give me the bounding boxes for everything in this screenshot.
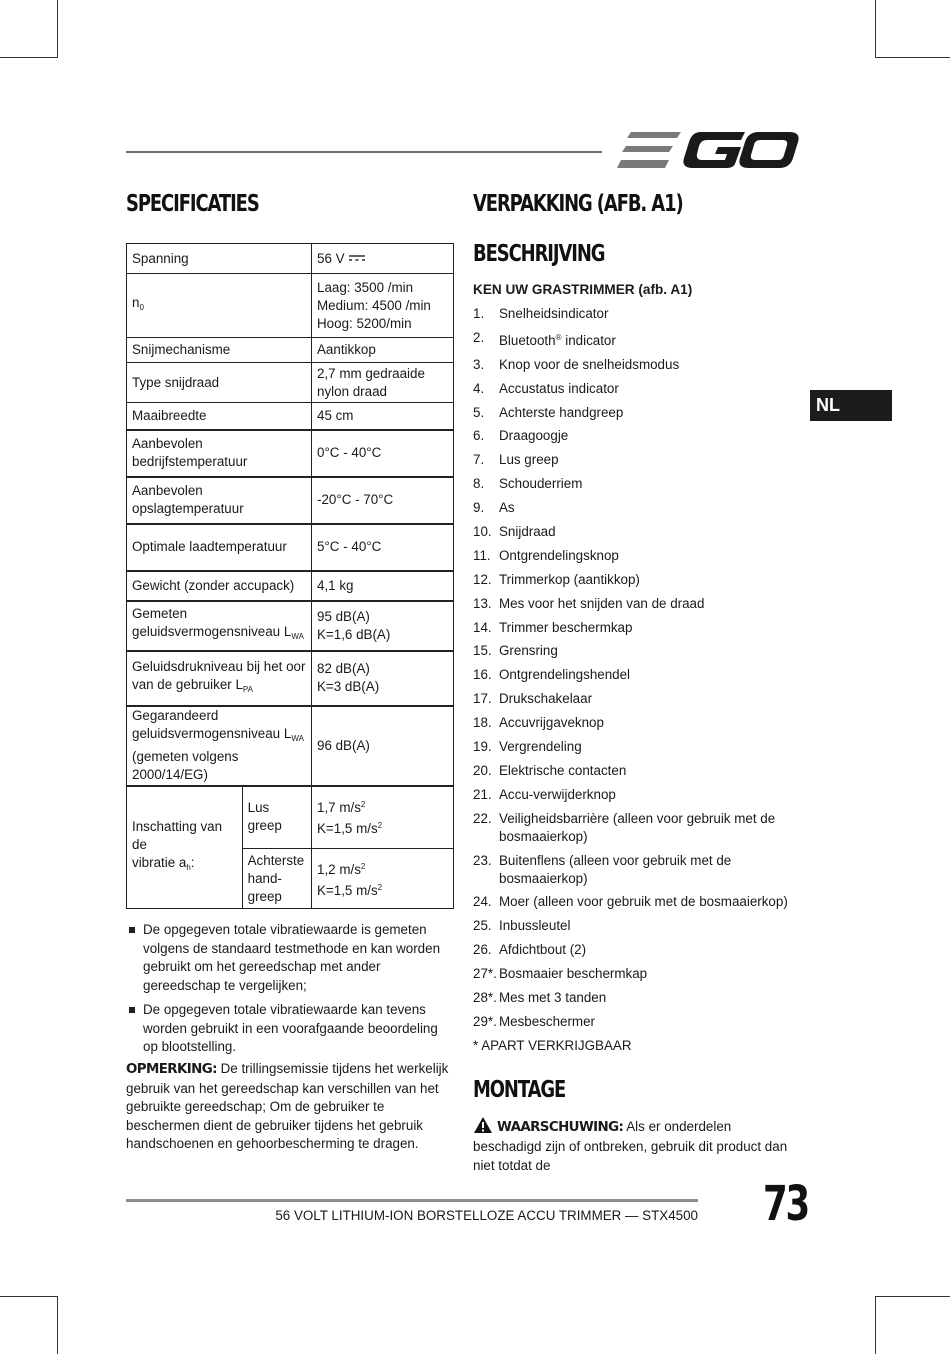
parts-list — [473, 305, 803, 1037]
list-item — [473, 786, 803, 804]
spec-label: Aanbevolen opslagtemperatuur — [127, 477, 312, 524]
part-label: Ontgrendelingshendel — [499, 667, 631, 683]
part-number: 12. — [473, 571, 492, 587]
part-label: Accu-verwijderknop — [499, 786, 616, 802]
part-label: Afdichtbout (2) — [499, 942, 587, 958]
part-number: 11. — [473, 547, 491, 563]
part-label: Bosmaaier beschermkap — [499, 966, 648, 982]
spec-label: Snijmechanisme — [127, 338, 312, 363]
table-row — [127, 403, 454, 430]
table-row — [127, 477, 454, 524]
list-item — [473, 404, 803, 422]
spec-value: 45 cm — [312, 403, 454, 430]
part-label: Trimmerkop (aantikkop) — [499, 571, 640, 587]
part-label: Schouderriem — [499, 476, 583, 492]
list-item — [473, 380, 803, 398]
part-number: 13. — [473, 595, 492, 611]
list-item: De opgegeven totale vibratiewaarde is gemeten volgens de standaard testmethode en kan worden gebruikt om het gereedschap met ander gereedschap te vergelijken; — [126, 921, 456, 995]
crop-mark — [57, 1296, 58, 1354]
list-item — [473, 499, 803, 517]
spec-value: 56 V — [312, 244, 454, 274]
part-number: 14. — [473, 619, 492, 635]
note-paragraph: OPMERKING: De trillingsemissie tijdens het werkelijk gebruik van het gereedschap kan verschillen van het gebruikte gereedschap; Om de gebruiker te beschermen dient de gebruiker tijdens het gebruik handschoenen en gehoorbescherming te dragen. — [126, 1061, 449, 1151]
crop-mark — [0, 1296, 58, 1297]
spec-value: 95 dB(A) K=1,6 dB(A) — [312, 601, 454, 651]
assembly-title: MONTAGE — [473, 1077, 566, 1103]
list-item — [473, 451, 803, 469]
part-label: Mes voor het snijden van de draad — [499, 595, 705, 611]
spec-label: Gewicht (zonder accupack) — [127, 571, 312, 601]
part-label: Drukschakelaar — [499, 691, 593, 707]
spec-value: 1,7 $m/s^2$ K=1,5 $m/s^2$ — [312, 786, 454, 849]
warning-paragraph: WAARSCHUWING: Als er onderdelen beschadigd zijn of ontbreken, gebruik dit product dan niet totdat de — [473, 1116, 803, 1175]
vibration-label: Inschatting van de vibratie $a_h$: — [127, 786, 243, 909]
spec-value: 0°C - 40°C — [312, 430, 454, 477]
spec-value: 96 dB(A) — [312, 706, 454, 786]
packaging-title: VERPAKKING (AFB. A1) — [473, 191, 683, 217]
part-label: Grensring — [499, 643, 558, 659]
list-item — [473, 642, 803, 660]
part-number: 17. — [473, 691, 492, 707]
list-item — [473, 917, 803, 935]
list-item — [473, 595, 803, 613]
part-number: 27*. — [473, 966, 497, 982]
vibration-sub-label: Achterste hand- greep — [242, 849, 311, 909]
spec-value: -20°C - 70°C — [312, 477, 454, 524]
language-tab: NL — [810, 390, 892, 421]
list-item — [473, 989, 803, 1007]
spec-value: 2,7 mm gedraaide nylon draad — [312, 363, 454, 403]
crop-mark — [0, 57, 58, 58]
footer-product-name: 56 VOLT LITHIUM-ION BORSTELLOZE ACCU TRIMMER — STX4500 — [275, 1208, 698, 1223]
part-number: 19. — [473, 739, 492, 755]
spec-value: 4,1 kg — [312, 571, 454, 601]
list-item — [473, 810, 803, 846]
spec-label: Gegarandeerd geluidsvermogensniveau $L_{WA}$ (gemeten volgens 2000/14/EG) — [127, 706, 312, 786]
part-label: Mesbeschermer — [499, 1013, 595, 1029]
part-label: Accuvrijgaveknop — [499, 715, 604, 731]
crop-mark — [57, 0, 58, 58]
separately-available-note: * APART VERKRIJGBAAR — [473, 1038, 632, 1053]
part-number: 29*. — [473, 1013, 497, 1029]
spec-label: Aanbevolen bedrijfstemperatuur — [127, 430, 312, 477]
table-row — [127, 430, 454, 477]
dc-symbol-icon — [348, 254, 366, 262]
part-number: 23. — [473, 852, 492, 868]
part-number: 4. — [473, 380, 485, 396]
part-number: 15. — [473, 643, 492, 659]
list-item — [473, 941, 803, 959]
part-number: 22. — [473, 810, 492, 826]
spec-value: 82 dB(A) K=3 dB(A) — [312, 651, 454, 706]
spec-label: Gemeten geluidsvermogensniveau $L_{WA}$ — [127, 601, 312, 651]
part-label: Achterste handgreep — [499, 404, 624, 420]
part-label: Ontgrendelingsknop — [499, 547, 619, 563]
spec-label: $n_0$ — [127, 274, 312, 338]
part-number: 2. — [473, 329, 485, 345]
list-item — [473, 852, 803, 888]
square-bullet-icon — [129, 1007, 135, 1013]
crop-mark — [875, 1296, 876, 1354]
description-title: BESCHRIJVING — [473, 241, 605, 267]
list-item — [473, 329, 803, 350]
list-item — [473, 305, 803, 323]
list-item — [473, 666, 803, 684]
crop-mark — [875, 0, 876, 58]
specifications-title: SPECIFICATIES — [126, 191, 259, 217]
footer-rule — [126, 1199, 698, 1202]
part-number: 1. — [473, 306, 485, 321]
part-label: Knop voor de snelheidsmodus — [499, 356, 680, 372]
table-row — [127, 706, 454, 786]
spec-value: 5°C - 40°C — [312, 524, 454, 571]
spec-value: Aantikkop — [312, 338, 454, 363]
part-number: 5. — [473, 404, 485, 420]
list-item — [473, 547, 803, 565]
part-label: Lus greep — [499, 452, 559, 468]
part-label: Draagoogje — [499, 428, 569, 444]
part-number: 7. — [473, 452, 485, 468]
table-row — [127, 601, 454, 651]
part-label: Veiligheidsbarrière (alleen voor gebruik met de bosmaaierkop) — [499, 810, 776, 844]
table-row — [127, 274, 454, 338]
part-label: Inbussleutel — [499, 918, 571, 934]
part-label: Accustatus indicator — [499, 380, 619, 396]
part-number: 8. — [473, 476, 485, 492]
part-label: As — [499, 500, 515, 516]
part-number: 25. — [473, 918, 492, 934]
part-label: Vergrendeling — [499, 739, 582, 755]
list-item — [473, 893, 803, 911]
square-bullet-icon — [129, 927, 135, 933]
list-item — [473, 714, 803, 732]
part-number: 3. — [473, 356, 485, 372]
part-label: Snelheidsindicator — [499, 306, 609, 321]
part-label: Elektrische contacten — [499, 762, 627, 778]
part-number: 9. — [473, 500, 485, 516]
spec-label: Spanning — [127, 244, 312, 274]
spec-label: Maaibreedte — [127, 403, 312, 430]
table-row — [127, 524, 454, 571]
part-number: 24. — [473, 894, 492, 910]
spec-label: Geluidsdrukniveau bij het oor van de gebruiker $L_{PA}$ — [127, 651, 312, 706]
table-row — [127, 786, 454, 849]
know-your-trimmer-subheading: KEN UW GRASTRIMMER (afb. A1) — [473, 282, 693, 297]
table-row — [127, 363, 454, 403]
list-item — [473, 738, 803, 756]
note-keyword: OPMERKING: — [126, 1062, 217, 1077]
table-row — [127, 571, 454, 601]
list-item — [473, 619, 803, 637]
part-number: 21. — [473, 786, 492, 802]
list-item — [473, 690, 803, 708]
list-item — [473, 571, 803, 589]
part-label: Buitenflens (alleen voor gebruik met de bosmaaierkop) — [499, 852, 732, 886]
vibration-sub-label: Lus greep — [242, 786, 311, 849]
vibration-notes-list — [126, 921, 456, 1063]
specifications-table — [126, 243, 454, 909]
list-item — [473, 762, 803, 780]
spec-label: Type snijdraad — [127, 363, 312, 403]
list-item — [473, 965, 803, 983]
part-number: 18. — [473, 715, 492, 731]
header-rule — [126, 151, 602, 153]
spec-value: Laag: 3500 /min Medium: 4500 /min Hoog: 5200/min — [312, 274, 454, 338]
part-label: Snijdraad — [499, 524, 556, 540]
table-row — [127, 338, 454, 363]
part-label: Moer (alleen voor gebruik met de bosmaaierkop) — [499, 894, 788, 910]
list-item: De opgegeven totale vibratiewaarde kan tevens worden gebruikt in een voorafgaande beoordeling op blootstelling. — [126, 1001, 456, 1057]
page-number: 73 — [763, 1176, 808, 1232]
warning-triangle-icon — [473, 1116, 493, 1134]
part-number: 10. — [473, 524, 492, 540]
list-item — [473, 427, 803, 445]
table-row — [127, 244, 454, 274]
part-number: 6. — [473, 428, 485, 444]
crop-mark — [875, 57, 950, 58]
part-number: 16. — [473, 667, 492, 683]
list-item — [473, 356, 803, 374]
spec-value: 1,2 $m/s^2$ K=1,5 $m/s^2$ — [312, 849, 454, 909]
warning-keyword: WAARSCHUWING: — [497, 1120, 624, 1135]
part-number: 28*. — [473, 990, 497, 1006]
ego-logo — [617, 126, 799, 176]
part-label: Bluetooth® indicator — [499, 332, 616, 348]
table-row — [127, 651, 454, 706]
list-item — [473, 475, 803, 493]
part-number: 20. — [473, 762, 492, 778]
list-item — [473, 523, 803, 541]
spec-label: Optimale laadtemperatuur — [127, 524, 312, 571]
crop-mark — [875, 1296, 950, 1297]
list-item — [473, 1013, 803, 1031]
part-label: Mes met 3 tanden — [499, 990, 607, 1006]
part-number: 26. — [473, 942, 492, 958]
part-label: Trimmer beschermkap — [499, 619, 633, 635]
